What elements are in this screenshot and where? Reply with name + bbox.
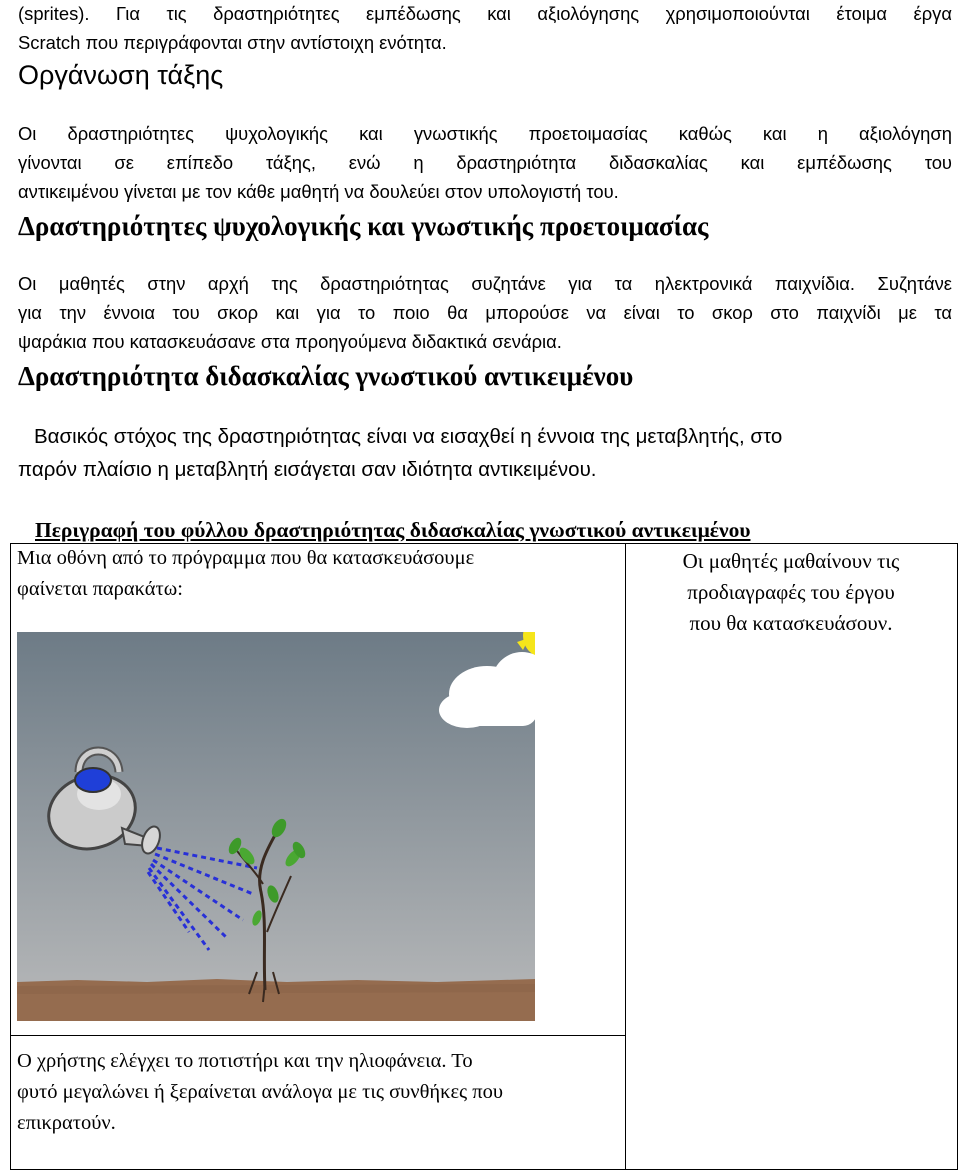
prep-line-3: ψαράκια που κατασκευάσανε στα προηγούμενα διδακτικά σενάρια. [18,331,562,352]
left-bottom-line-1: Ο χρήστης ελέγχει το ποτιστήρι και την ηλιοφάνεια. Το [17,1050,473,1072]
preparation-paragraph [18,269,952,356]
left-cell-top-text [17,543,474,605]
left-bottom-line-3: επικρατούν. [17,1112,116,1134]
class-org-line-3: αντικειμένου γίνεται με τον κάθε μαθητή να δουλεύει στον υπολογιστή του. [18,181,619,202]
teaching-paragraph [18,420,952,486]
stage-illustration [17,632,535,1021]
left-cell-bottom-text [17,1046,503,1139]
section-heading-preparation: Δραστηριότητες ψυχολογικής και γνωστικής προετοιμασίας [18,211,709,241]
teach-line-1: Βασικός στόχος της δραστηριότητας είναι να εισαχθεί η έννοια της μεταβλητής, στο [34,425,783,448]
class-org-line-1: Οι δραστηριότητες ψυχολογικής και γνωστικής προετοιμασίας καθώς και η αξιολόγηση [18,123,952,144]
right-line-1: Οι μαθητές μαθαίνουν τις [682,549,900,573]
section-heading-class-organization: Οργάνωση τάξης [18,60,224,90]
left-bottom-line-2: φυτό μεγαλώνει ή ξεραίνεται ανάλογα με τις συνθήκες που [17,1081,504,1103]
table-column-divider [625,543,626,1170]
intro-paragraph [18,0,952,57]
prep-line-2: για την έννοια του σκορ και για το ποιο θα μπορούσε να είναι το σκορ στο παιχνίδι με τα [18,302,952,323]
class-org-line-2: γίνονται σε επίπεδο τάξης, ενώ η δραστηριότητα διδασκαλίας και εμπέδωσης του [18,152,952,173]
class-organization-paragraph [18,119,952,206]
intro-line-1: (sprites). Για τις δραστηριότητες εμπέδωσης και αξιολόγησης χρησιμοποιούνται έτοιμα έργα [18,3,952,24]
scratch-stage-screenshot [17,632,535,1021]
right-line-2: προδιαγραφές του έργου [687,580,895,604]
table-row-divider [10,1035,625,1036]
right-cell-text [630,546,952,639]
prep-line-1: Οι μαθητές στην αρχή της δραστηριότητας συζητάνε για τα ηλεκτρονικά παιχνίδια. Συζητάνε [18,273,952,294]
left-top-line-2: φαίνεται παρακάτω: [17,578,183,600]
worksheet-title: Περιγραφή του φύλλου δραστηριότητας διδασκαλίας γνωστικού αντικειμένου [35,518,751,542]
teach-line-2: παρόν πλαίσιο η μεταβλητή εισάγεται σαν ιδιότητα αντικειμένου. [18,458,597,481]
section-heading-teaching: Δραστηριότητα διδασκαλίας γνωστικού αντικειμένου [18,361,634,391]
right-line-3: που θα κατασκευάσουν. [689,611,893,635]
left-top-line-1: Μια οθόνη από το πρόγραμμα που θα κατασκευάσουμε [17,547,475,569]
intro-line-2: Scratch που περιγράφονται στην αντίστοιχη ενότητα. [18,32,447,53]
